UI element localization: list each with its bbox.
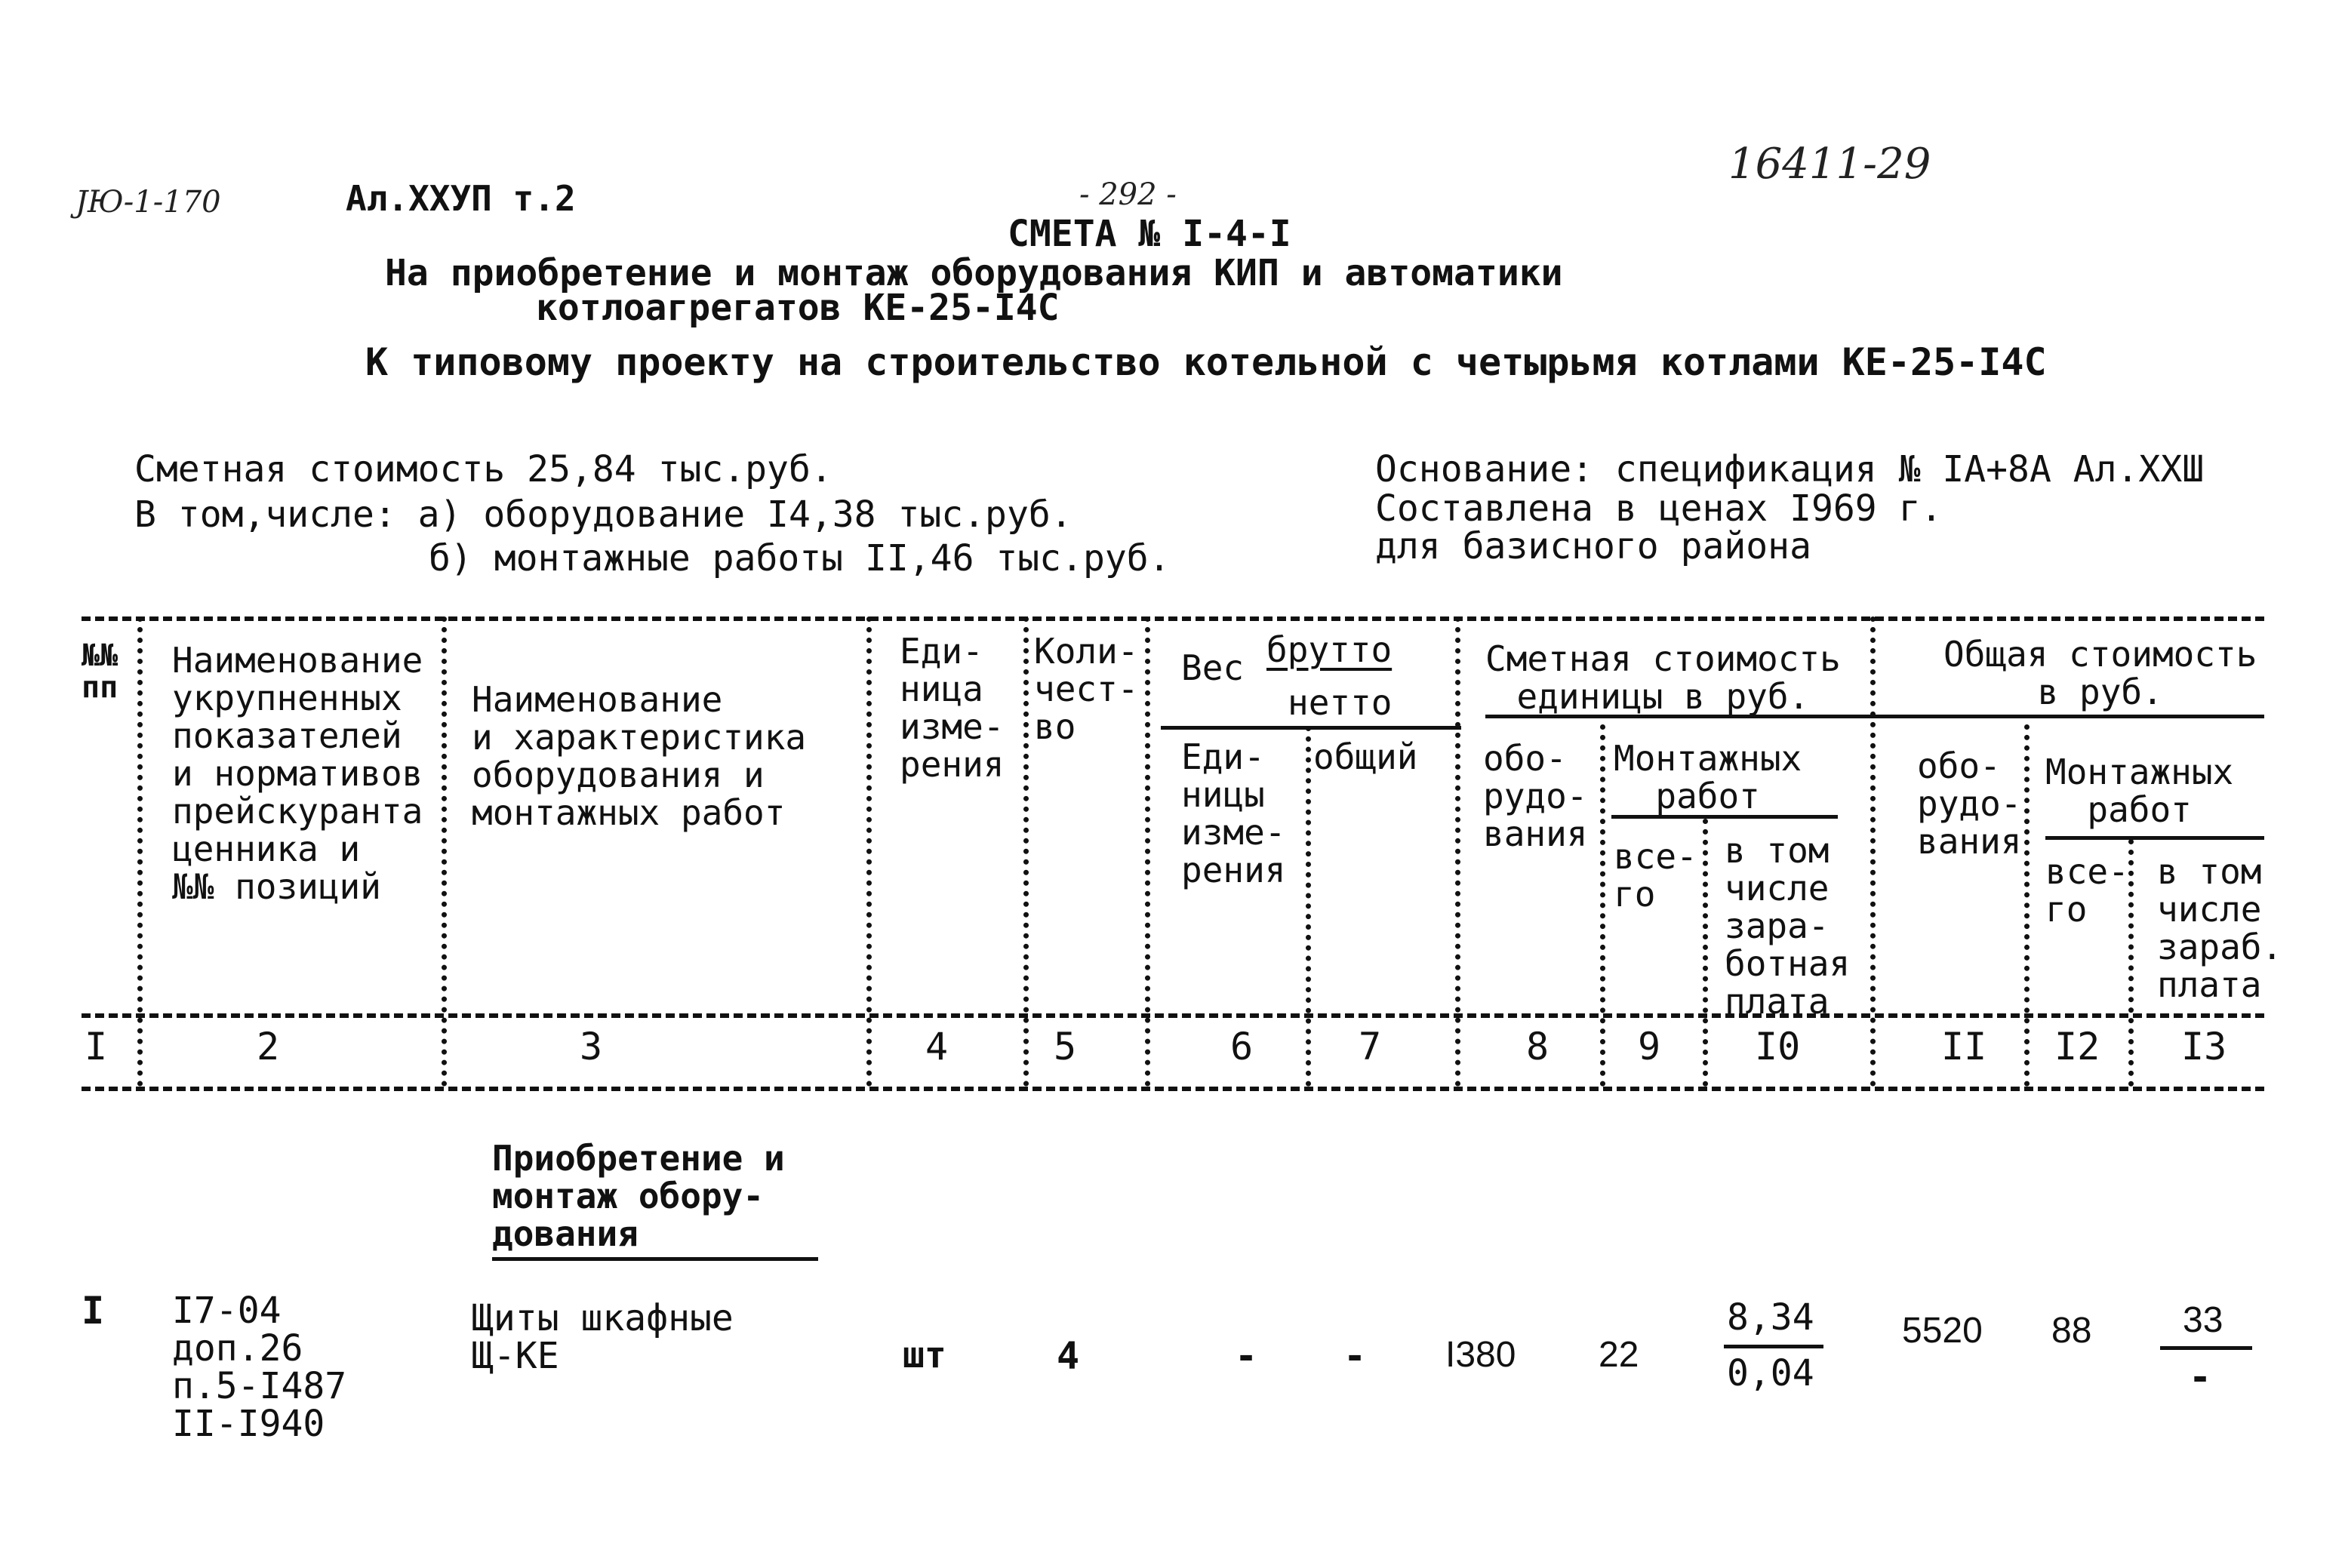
row-number: I: [82, 1289, 105, 1333]
row-quantity: 4: [1057, 1334, 1080, 1378]
header-total-installation-all: все- го: [2045, 851, 2129, 930]
album-label: Ал.XXУП т.2: [346, 178, 576, 219]
col-number-11: II: [1941, 1025, 1987, 1068]
col-divider-4: [1023, 616, 1029, 1087]
row-unit-wage-fraction-bar: [1724, 1345, 1823, 1348]
table-top-rule: [82, 616, 2264, 621]
estimate-subject: На приобретение и монтаж оборудования КИП и автоматики: [385, 252, 1563, 294]
header-equipment-name: Наименование и характеристика оборудования и монтажных работ: [472, 679, 807, 833]
header-weight: Вес: [1181, 647, 1245, 688]
section-title-underline: [492, 1257, 818, 1261]
row-total-installation-all: 88: [2051, 1311, 2092, 1351]
header-unit-cost: Сметная стоимость единицы в руб.: [1485, 638, 1841, 717]
col-divider-12: [2128, 839, 2134, 1087]
row-code: I7-04 доп.26 п.5-I487 II-I940: [172, 1290, 347, 1445]
price-level: Составлена в ценах I969 г.: [1375, 487, 1943, 530]
row-total-installation-wage-sub: -: [2189, 1355, 2212, 1399]
estimated-cost: Сметная стоимость 25,84 тыс.руб.: [134, 448, 832, 490]
header-unit-installation-all: все- го: [1614, 836, 1697, 915]
col-number-2: 2: [257, 1025, 280, 1068]
row-weight-total: -: [1343, 1334, 1367, 1378]
basis: Основание: спецификация № IА+8А Ал.ХХШ: [1375, 448, 2205, 490]
col-number-13: I3: [2181, 1025, 2227, 1068]
header-unit-installation: Монтажных работ: [1614, 738, 1802, 816]
header-unit-equipment: обо- рудо- вания: [1483, 738, 1588, 854]
header-unit-installation-wage: в том числе зара- ботная плата: [1725, 830, 1851, 1022]
row-weight-unit: -: [1235, 1334, 1258, 1378]
page-number: - 292 -: [1079, 177, 1177, 212]
left-code: ЈЮ-1-170: [75, 185, 221, 220]
total-cost-rule: [1878, 715, 2264, 718]
col-number-6: 6: [1230, 1025, 1254, 1068]
header-total-cost: Общая стоимость в руб.: [1943, 634, 2257, 712]
total-mont-rule: [2045, 836, 2264, 840]
row-unit-installation-wage-sub: 0,04: [1727, 1352, 1814, 1394]
header-total-equipment: обо- рудо- вания: [1917, 746, 2022, 862]
header-weight-total: общий: [1313, 736, 1418, 777]
estimate-title: СМЕТА № I-4-I: [1008, 213, 1291, 255]
header-weight-unit: Еди- ницы изме- рения: [1181, 736, 1286, 890]
header-brutto: брутто: [1266, 629, 1393, 670]
col-divider-10: [1870, 616, 1876, 1087]
header-total-installation: Монтажных работ: [2045, 752, 2234, 830]
col-divider-8: [1600, 724, 1605, 1087]
row-equipment-name: Щиты шкафные Щ-КЕ: [472, 1297, 734, 1377]
col-divider-11: [2024, 724, 2030, 1087]
section-title: Приобретение и монтаж обору- дования: [492, 1138, 785, 1254]
cost-equipment: В том,числе: а) оборудование I4,38 тыс.руб.: [134, 493, 1072, 536]
col-number-9: 9: [1638, 1025, 1661, 1068]
col-divider-2: [442, 616, 447, 1087]
cost-installation: б) монтажные работы II,46 тыс.руб.: [429, 537, 1171, 580]
col-divider-1: [137, 616, 143, 1087]
project-reference: К типовому проекту на строительство котельной с четырьмя котлами КЕ-25-I4С: [365, 340, 2047, 384]
col-divider-9: [1703, 819, 1708, 1087]
header-netto: нетто: [1288, 682, 1393, 723]
header-number: №№ пп: [82, 638, 118, 705]
weight-subheader-rule: [1161, 726, 1461, 730]
header-indicator-name: Наименование укрупненных показателей и нормативов прейскуранта ценника и №№ позиций: [172, 640, 423, 907]
handwritten-code: 16411-29: [1728, 140, 1931, 189]
base-region: для базисного района: [1375, 525, 1811, 567]
col-divider-7: [1455, 616, 1460, 1087]
row-unit-equipment-cost: I380: [1445, 1335, 1516, 1375]
col-divider-3: [866, 616, 872, 1087]
row-total-wage-fraction-bar: [2160, 1346, 2252, 1350]
col-divider-6: [1306, 726, 1311, 1087]
row-total-installation-wage: 33: [2183, 1300, 2223, 1340]
row-total-equipment-cost: 5520: [1902, 1311, 1983, 1351]
column-numbers-bottom-rule: [82, 1087, 2264, 1091]
row-unit: шт: [903, 1334, 946, 1376]
col-divider-5: [1145, 616, 1150, 1087]
col-number-8: 8: [1526, 1025, 1549, 1068]
col-number-5: 5: [1054, 1025, 1077, 1068]
col-number-10: I0: [1755, 1025, 1801, 1068]
row-unit-installation-all: 22: [1599, 1335, 1639, 1375]
header-unit: Еди- ница изме- рения: [900, 631, 1005, 785]
column-numbers-top-rule: [82, 1013, 2264, 1018]
col-number-1: I: [85, 1025, 108, 1068]
header-quantity: Коли- чест- во: [1034, 631, 1139, 747]
col-number-4: 4: [925, 1025, 949, 1068]
col-number-7: 7: [1359, 1025, 1382, 1068]
estimate-subject-cont: котлоагрегатов КЕ-25-I4С: [536, 287, 1060, 329]
col-number-3: 3: [580, 1025, 603, 1068]
col-number-12: I2: [2054, 1025, 2100, 1068]
row-unit-installation-wage: 8,34: [1727, 1296, 1814, 1339]
header-total-installation-wage: в том числе зараб. плата: [2157, 851, 2283, 1005]
